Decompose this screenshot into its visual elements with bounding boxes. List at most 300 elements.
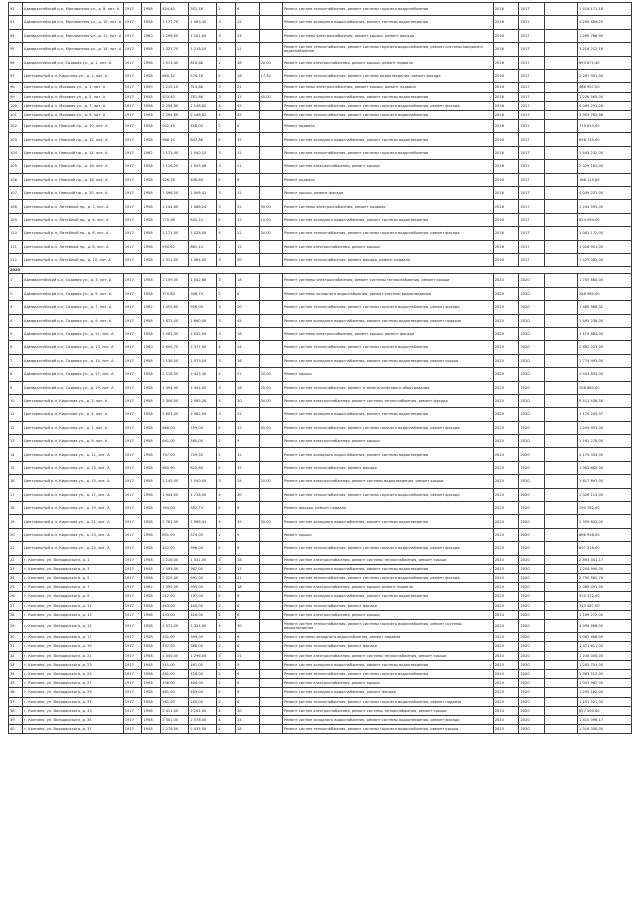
- build-year: 1917: [123, 660, 142, 669]
- living-area: 368,00: [189, 642, 217, 651]
- wear-percent: [259, 697, 282, 706]
- floors: 3: [217, 83, 236, 92]
- apartments: 15: [236, 461, 259, 474]
- build-year: 1917: [123, 3, 142, 16]
- address: Адмиралтейский р-н, Миллионная ул., д. 10, лит. А: [23, 16, 124, 29]
- floors: 3: [217, 43, 236, 56]
- living-area: 759,00: [189, 421, 217, 434]
- total-area: 2 301,00: [161, 715, 189, 724]
- wear-percent: [259, 160, 282, 173]
- address: Адмиралтейский р-н, Садовая ул., д. 7, лит. А: [23, 301, 124, 314]
- reconstruction-year: 1958: [142, 475, 161, 488]
- spacer: [545, 461, 578, 474]
- address: Центральный р-н, Кирочная ул., д. 17, лит. А: [23, 488, 124, 501]
- plan-start-year: 2020: [493, 610, 519, 619]
- table-row: [9, 715, 632, 724]
- apartments: 22: [236, 227, 259, 240]
- spacer: [545, 488, 578, 501]
- row-number: 13: [9, 435, 23, 448]
- cost-value: 653 871,40: [578, 56, 632, 69]
- floors: 2: [217, 633, 236, 642]
- floors: 3: [217, 146, 236, 159]
- cost-value: 743 487,00: [578, 601, 632, 610]
- row-number: 29: [9, 619, 23, 632]
- spacer: [545, 120, 578, 133]
- wear-percent: [259, 3, 282, 16]
- cost-value: 1 289 766,90: [578, 29, 632, 42]
- plan-end-year: 2020: [519, 368, 545, 381]
- wear-percent: [259, 601, 282, 610]
- plan-end-year: 2017: [519, 101, 545, 110]
- document-page: [8, 2, 632, 901]
- plan-end-year: 2017: [519, 110, 545, 119]
- cost-value: 3 903 782,86: [578, 110, 632, 119]
- address: Центральный р-н, Кирочная ул., д. 23, лит. А: [23, 528, 124, 541]
- plan-start-year: 2020: [493, 327, 519, 340]
- plan-end-year: 2020: [519, 679, 545, 688]
- apartments: 45: [236, 101, 259, 110]
- wear-percent: [259, 146, 282, 159]
- apartments: 6: [236, 642, 259, 651]
- spacer: [545, 227, 578, 240]
- build-year: 1917: [123, 254, 142, 267]
- row-number: 12: [9, 421, 23, 434]
- living-area: 399,00: [189, 633, 217, 642]
- build-year: 1917: [123, 287, 142, 300]
- reconstruction-year: 1958: [142, 287, 161, 300]
- address: г. Колпино, ул. Володарского, д. 29: [23, 688, 124, 697]
- build-year: 1917: [123, 200, 142, 213]
- reconstruction-year: 1958: [142, 110, 161, 119]
- living-area: 2 425,30: [189, 368, 217, 381]
- floors: 2: [217, 697, 236, 706]
- build-year: 1917: [123, 110, 142, 119]
- floors: 4: [217, 488, 236, 501]
- living-area: 1 052,00: [189, 327, 217, 340]
- spacer: [545, 706, 578, 715]
- work-types: Ремонт систем холодного водоснабжения, ремонт фасада: [282, 688, 493, 697]
- plan-start-year: 2020: [493, 301, 519, 314]
- build-year: 1917: [123, 92, 142, 101]
- cost-value: 807 916,00: [578, 542, 632, 555]
- plan-end-year: 2020: [519, 542, 545, 555]
- living-area: 1 660,00: [189, 314, 217, 327]
- apartments: 9: [236, 528, 259, 541]
- spacer: [545, 213, 578, 226]
- address: Центральный р-н, Кирочная ул., д. 21, лит. А: [23, 515, 124, 528]
- wear-percent: [259, 274, 282, 287]
- table-row: [9, 43, 632, 56]
- plan-end-year: 2020: [519, 706, 545, 715]
- spacer: [545, 583, 578, 592]
- build-year: 1917: [123, 679, 142, 688]
- row-number: 103: [9, 133, 23, 146]
- address: г. Колпино, ул. Володарского, д. 9: [23, 592, 124, 601]
- plan-start-year: 2016: [493, 254, 519, 267]
- wear-percent: [259, 528, 282, 541]
- reconstruction-year: 1958: [142, 160, 161, 173]
- reconstruction-year: 1958: [142, 555, 161, 564]
- cost-value: 2 893 341,17: [578, 555, 632, 564]
- row-number: 28: [9, 610, 23, 619]
- build-year: 1917: [123, 56, 142, 69]
- living-area: 1 064,00: [189, 254, 217, 267]
- table-row: [9, 679, 632, 688]
- apartments: 12: [236, 187, 259, 200]
- total-area: 2 609,70: [161, 341, 189, 354]
- living-area: 416,00: [189, 610, 217, 619]
- address: Адмиралтейский р-н, Садовая ул., д. 9, лит. А: [23, 314, 124, 327]
- build-year: 1917: [123, 29, 142, 42]
- cost-value: 1 081 172,00: [578, 227, 632, 240]
- floors: 2: [217, 461, 236, 474]
- apartments: 6: [236, 610, 259, 619]
- plan-end-year: 2020: [519, 515, 545, 528]
- total-area: 1 171,00: [161, 227, 189, 240]
- reconstruction-year: 1958: [142, 542, 161, 555]
- plan-start-year: 2020: [493, 421, 519, 434]
- table-row: [9, 475, 632, 488]
- work-types: Ремонт систем теплоснабжения, ремонт системы горячего водоснабжения, ремонт фасада: [282, 573, 493, 582]
- address: Центральный р-н, Моховая ул., д. 5, лит. А: [23, 92, 124, 101]
- wear-percent: [259, 461, 282, 474]
- wear-percent: [259, 642, 282, 651]
- plan-end-year: 2017: [519, 240, 545, 253]
- plan-end-year: 2020: [519, 394, 545, 407]
- cost-value: 1 175 245,97: [578, 408, 632, 421]
- row-number: 3: [9, 301, 23, 314]
- wear-percent: [259, 592, 282, 601]
- reconstruction-year: 1958: [142, 573, 161, 582]
- work-types: Ремонт систем холодного водоснабжения, ремонт системы водоотведения, ремонт крыши: [282, 354, 493, 367]
- address: г. Колпино, ул. Володарского, д. 37: [23, 725, 124, 734]
- floors: 3: [217, 254, 236, 267]
- living-area: 400,00: [189, 601, 217, 610]
- table-row: [9, 619, 632, 632]
- plan-end-year: 2017: [519, 16, 545, 29]
- apartments: 6: [236, 542, 259, 555]
- wear-percent: 30,00: [259, 515, 282, 528]
- reconstruction-year: 1958: [142, 101, 161, 110]
- plan-start-year: 2020: [493, 564, 519, 573]
- address: Центральный р-н, Литейный пр., д. 10, лит. А: [23, 254, 124, 267]
- floors: 3: [217, 408, 236, 421]
- total-area: 1 145,00: [161, 475, 189, 488]
- total-area: 770,98: [161, 213, 189, 226]
- cost-value: 1 415 096,17: [578, 715, 632, 724]
- cost-value: 1 617 897,00: [578, 475, 632, 488]
- plan-end-year: 2017: [519, 83, 545, 92]
- wear-percent: [259, 43, 282, 56]
- address: Центральный р-н, Кирочная ул., д. 25, лит. А: [23, 542, 124, 555]
- total-area: 2 294,80: [161, 110, 189, 119]
- total-area: 1 116,20: [161, 160, 189, 173]
- total-area: 1 096,20: [161, 187, 189, 200]
- row-number: 10: [9, 394, 23, 407]
- wear-percent: [259, 542, 282, 555]
- total-area: 1 093,00: [161, 564, 189, 573]
- spacer: [545, 92, 578, 101]
- apartments: 45: [236, 515, 259, 528]
- build-year: 1917: [123, 213, 142, 226]
- floors: 2: [217, 660, 236, 669]
- spacer: [545, 435, 578, 448]
- plan-end-year: 2020: [519, 660, 545, 669]
- floors: 3: [217, 160, 236, 173]
- plan-start-year: 2020: [493, 515, 519, 528]
- cost-value: 186 115,89: [578, 173, 632, 186]
- total-area: 461,00: [161, 688, 189, 697]
- table-row: [9, 160, 632, 173]
- reconstruction-year: 1958: [142, 619, 161, 632]
- total-area: 1 159,00: [161, 274, 189, 287]
- wear-percent: [259, 564, 282, 573]
- build-year: 1917: [123, 564, 142, 573]
- reconstruction-year: 1958: [142, 254, 161, 267]
- apartments: 21: [236, 573, 259, 582]
- table-row: [9, 502, 632, 515]
- reconstruction-year: 1958: [142, 688, 161, 697]
- reconstruction-year: 1958: [142, 502, 161, 515]
- work-types: Ремонт систем теплоснабжения, ремонт системы горячего водоснабжения: [282, 110, 493, 119]
- wear-percent: [259, 240, 282, 253]
- plan-end-year: 2020: [519, 619, 545, 632]
- address: Центральный р-н, Литейный пр., д. 2, лит. А: [23, 200, 124, 213]
- row-number: 101: [9, 110, 23, 119]
- table-row: [9, 488, 632, 501]
- spacer: [545, 381, 578, 394]
- build-year: 1917: [123, 133, 142, 146]
- total-area: 1 494,90: [161, 381, 189, 394]
- total-area: 2 294,80: [161, 101, 189, 110]
- wear-percent: 17,30: [259, 69, 282, 82]
- plan-end-year: 2020: [519, 287, 545, 300]
- apartments: 15: [236, 564, 259, 573]
- apartments: 6: [236, 688, 259, 697]
- floors: 4: [217, 110, 236, 119]
- address: Центральный р-н, Литейный пр., д. 8, лит. А: [23, 240, 124, 253]
- wear-percent: [259, 610, 282, 619]
- table-row: [9, 254, 632, 267]
- table-row: [9, 146, 632, 159]
- plan-start-year: 2020: [493, 488, 519, 501]
- spacer: [545, 610, 578, 619]
- spacer: [545, 3, 578, 16]
- row-number: 104: [9, 146, 23, 159]
- plan-start-year: 2016: [493, 110, 519, 119]
- build-year: 1917: [123, 120, 142, 133]
- floors: 3: [217, 475, 236, 488]
- cost-value: 1 774 993,00: [578, 354, 632, 367]
- plan-end-year: 2017: [519, 146, 545, 159]
- row-number: 22: [9, 555, 23, 564]
- build-year: 1917: [123, 715, 142, 724]
- reconstruction-year: 1958: [142, 92, 161, 101]
- table-row: [9, 555, 632, 564]
- floors: 2: [217, 133, 236, 146]
- address: Адмиралтейский р-н, Садовая ул., д. 5, лит. А: [23, 287, 124, 300]
- row-number: 98: [9, 83, 23, 92]
- wear-percent: [259, 173, 282, 186]
- total-area: 640,32: [161, 69, 189, 82]
- wear-percent: [259, 583, 282, 592]
- floors: 3: [217, 573, 236, 582]
- reconstruction-year: 1958: [142, 213, 161, 226]
- spacer: [545, 240, 578, 253]
- row-number: 20: [9, 528, 23, 541]
- living-area: 2 085,26: [189, 394, 217, 407]
- build-year: 1917: [123, 146, 142, 159]
- wear-percent: [259, 688, 282, 697]
- plan-start-year: 2016: [493, 240, 519, 253]
- living-area: 1 161,84: [189, 29, 217, 42]
- address: г. Колпино, ул. Володарского, д. 27: [23, 679, 124, 688]
- total-area: 1 311,00: [161, 254, 189, 267]
- plan-start-year: 2020: [493, 287, 519, 300]
- plan-start-year: 2016: [493, 146, 519, 159]
- spacer: [545, 146, 578, 159]
- living-area: 1 218,10: [189, 43, 217, 56]
- reconstruction-year: 1958: [142, 435, 161, 448]
- plan-start-year: 2020: [493, 725, 519, 734]
- plan-start-year: 2016: [493, 101, 519, 110]
- living-area: 1 040,10: [189, 146, 217, 159]
- living-area: 1 028,00: [189, 227, 217, 240]
- apartments: 18: [236, 56, 259, 69]
- work-types: Ремонт систем электроснабжения, ремонт системы теплоснабжения, ремонт крыши: [282, 555, 493, 564]
- plan-start-year: 2020: [493, 528, 519, 541]
- reconstruction-year: 1958: [142, 601, 161, 610]
- table-row: [9, 16, 632, 29]
- wear-percent: [259, 670, 282, 679]
- apartments: 24: [236, 341, 259, 354]
- work-types: Ремонт систем электроснабжения, ремонт крыши: [282, 240, 493, 253]
- build-year: 1917: [123, 670, 142, 679]
- floors: 4: [217, 619, 236, 632]
- plan-end-year: 2020: [519, 583, 545, 592]
- spacer: [545, 368, 578, 381]
- total-area: 2 306,00: [161, 394, 189, 407]
- reconstruction-year: 1958: [142, 642, 161, 651]
- work-types: Ремонт системы электроснабжения, ремонт подвала: [282, 200, 493, 213]
- floors: 2: [217, 670, 236, 679]
- plan-end-year: 2017: [519, 187, 545, 200]
- row-number: 94: [9, 29, 23, 42]
- wear-percent: 20,00: [259, 56, 282, 69]
- table-row: [9, 515, 632, 528]
- living-area: 408,84: [189, 173, 217, 186]
- living-area: 1 454,00: [189, 381, 217, 394]
- apartments: 22: [236, 408, 259, 421]
- reconstruction-year: 1962: [142, 583, 161, 592]
- spacer: [545, 502, 578, 515]
- reconstruction-year: 1958: [142, 314, 161, 327]
- apartments: 16: [236, 354, 259, 367]
- plan-start-year: 2020: [493, 274, 519, 287]
- apartments: 15: [236, 240, 259, 253]
- wear-percent: [259, 287, 282, 300]
- living-area: 1 031,00: [189, 555, 217, 564]
- spacer: [545, 642, 578, 651]
- floors: 3: [217, 29, 236, 42]
- apartments: 12: [236, 421, 259, 434]
- cost-value: 1 119 884,00: [578, 327, 632, 340]
- floors: 3: [217, 555, 236, 564]
- plan-end-year: 2020: [519, 601, 545, 610]
- plan-start-year: 2020: [493, 555, 519, 564]
- wear-percent: [259, 435, 282, 448]
- plan-start-year: 2020: [493, 679, 519, 688]
- floors: 2: [217, 3, 236, 16]
- living-area: 352,16: [189, 3, 217, 16]
- table-row: [9, 240, 632, 253]
- address: Центральный р-н, Кирочная ул., д. 7, лит. А: [23, 421, 124, 434]
- address: Адмиралтейский р-н, Садовая ул., д. 19, лит. А: [23, 381, 124, 394]
- table-row: [9, 528, 632, 541]
- address: г. Колпино, ул. Володарского, д. 31: [23, 697, 124, 706]
- build-year: 1917: [123, 354, 142, 367]
- apartments: 21: [236, 651, 259, 660]
- wear-percent: [259, 448, 282, 461]
- build-year: 1917: [123, 697, 142, 706]
- row-number: 109: [9, 213, 23, 226]
- apartments: 21: [236, 160, 259, 173]
- plan-end-year: 2020: [519, 642, 545, 651]
- plan-start-year: 2020: [493, 448, 519, 461]
- table-row: [9, 610, 632, 619]
- row-number: 21: [9, 542, 23, 555]
- total-area: 424,40: [161, 3, 189, 16]
- apartments: 18: [236, 69, 259, 82]
- address: Центральный р-н, Невский пр., д. 18, лит. А: [23, 173, 124, 186]
- floors: 3: [217, 187, 236, 200]
- cost-value: 2 359 632,00: [578, 515, 632, 528]
- living-area: 956,00: [189, 301, 217, 314]
- row-number: 36: [9, 688, 23, 697]
- address: Центральный р-н, Литейный пр., д. 4, лит. А: [23, 213, 124, 226]
- plan-end-year: 2020: [519, 633, 545, 642]
- reconstruction-year: 1958: [142, 368, 161, 381]
- cost-value: 1 755 884,00: [578, 274, 632, 287]
- reconstruction-year: 1958: [142, 651, 161, 660]
- living-area: 781,66: [189, 92, 217, 101]
- row-number: 105: [9, 160, 23, 173]
- address: Центральный р-н, Кирочная ул., д. 11, лит. А: [23, 448, 124, 461]
- row-number: 31: [9, 642, 23, 651]
- address: Адмиралтейский р-н, Садовая ул., д. 15, лит. А: [23, 354, 124, 367]
- row-number: 99: [9, 92, 23, 101]
- cost-value: 1 003 962,00: [578, 679, 632, 688]
- work-types: Ремонт систем холодного водоснабжения, ремонт системы водоотведения, ремонт фасада: [282, 715, 493, 724]
- work-types: Ремонт систем холодного водоснабжения, ремонт системы водоотведения: [282, 16, 493, 29]
- row-number: 32: [9, 651, 23, 660]
- work-types: Ремонт систем теплоснабжения, ремонт фасада: [282, 601, 493, 610]
- apartments: 6: [236, 670, 259, 679]
- apartments: 18: [236, 555, 259, 564]
- build-year: 1917: [123, 368, 142, 381]
- build-year: 1917: [123, 528, 142, 541]
- work-types: Ремонт систем холодного водоснабжения, ремонт системы водоотведения: [282, 592, 493, 601]
- row-number: 107: [9, 187, 23, 200]
- total-area: 1 177,76: [161, 16, 189, 29]
- table-row: [9, 3, 632, 16]
- row-number: 2: [9, 287, 23, 300]
- row-number: 38: [9, 706, 23, 715]
- living-area: 574,00: [189, 528, 217, 541]
- floors: 4: [217, 227, 236, 240]
- table-row: [9, 69, 632, 82]
- plan-end-year: 2017: [519, 56, 545, 69]
